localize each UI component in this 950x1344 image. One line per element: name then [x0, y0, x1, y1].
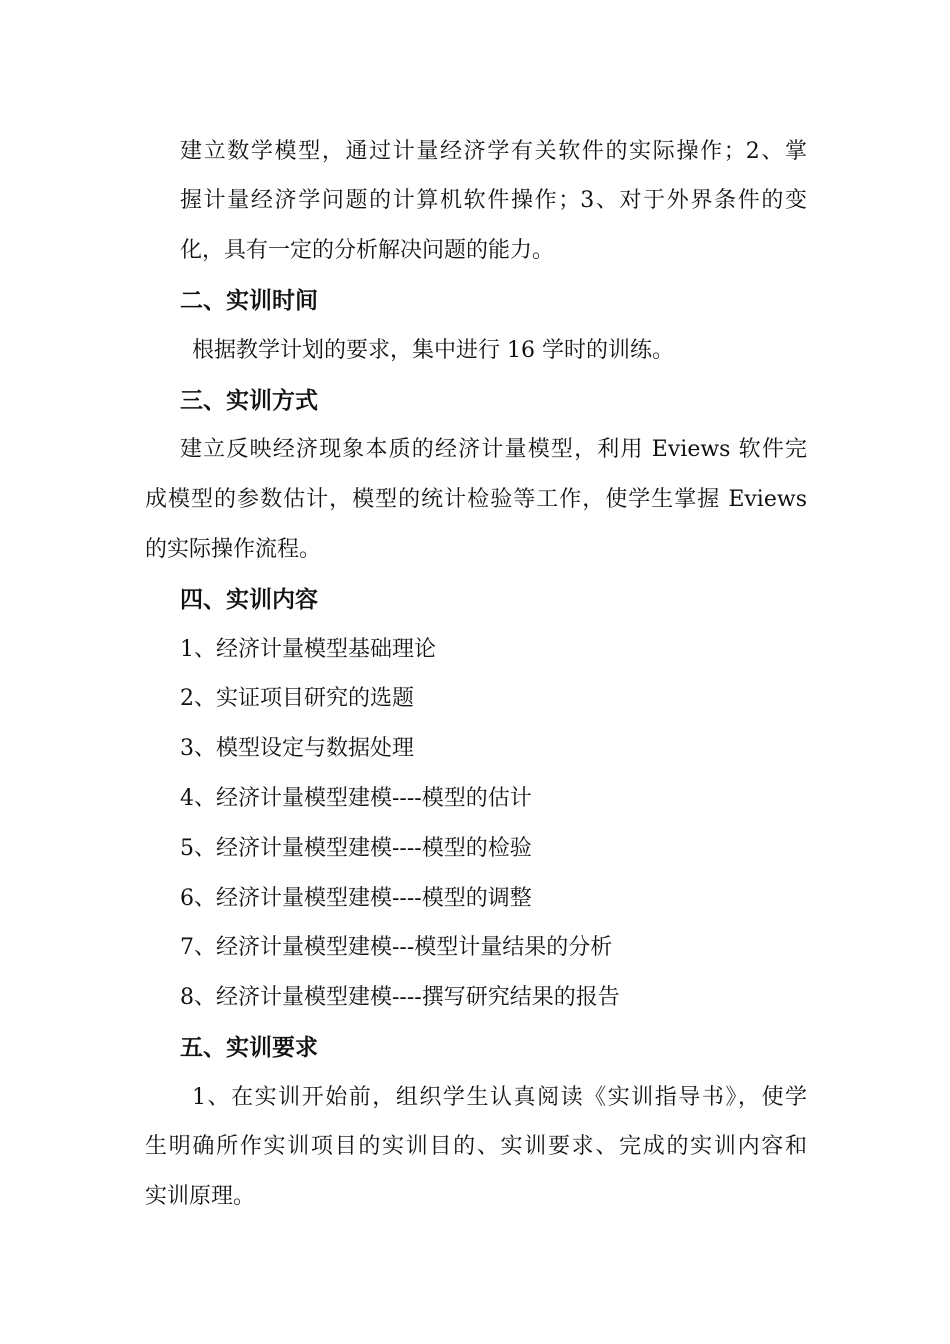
- intro-line-2: 握计量经济学问题的计算机软件操作；3、对于外界条件的变: [180, 188, 807, 213]
- content-item-5: 5、经济计量模型建模----模型的检验: [180, 836, 532, 861]
- section-time-text: 根据教学计划的要求，集中进行 16 学时的训练。: [192, 338, 674, 363]
- content-item-3: 3、模型设定与数据处理: [180, 736, 414, 761]
- section-heading-content: 四、实训内容: [180, 587, 318, 613]
- content-item-6: 6、经济计量模型建模----模型的调整: [180, 886, 532, 911]
- method-line-2: 成模型的参数估计，模型的统计检验等工作，使学生掌握 Eviews: [145, 487, 807, 512]
- intro-line-3: 化，具有一定的分析解决问题的能力。: [180, 238, 555, 263]
- requirements-line-3: 实训原理。: [145, 1184, 256, 1209]
- method-line-3: 的实际操作流程。: [145, 537, 322, 562]
- content-item-1: 1、经济计量模型基础理论: [180, 637, 436, 662]
- content-item-2: 2、实证项目研究的选题: [180, 686, 414, 711]
- section-heading-method: 三、实训方式: [180, 388, 318, 414]
- intro-line-1: 建立数学模型，通过计量经济学有关软件的实际操作；2、掌: [180, 139, 807, 164]
- section-heading-requirements: 五、实训要求: [180, 1035, 318, 1061]
- section-heading-time: 二、实训时间: [180, 288, 318, 314]
- content-item-4: 4、经济计量模型建模----模型的估计: [180, 786, 532, 811]
- requirements-line-2: 生明确所作实训项目的实训目的、实训要求、完成的实训内容和: [145, 1134, 807, 1159]
- content-item-7: 7、经济计量模型建模---模型计量结果的分析: [180, 935, 613, 960]
- method-line-1: 建立反映经济现象本质的经济计量模型，利用 Eviews 软件完: [180, 437, 807, 462]
- content-item-8: 8、经济计量模型建模----撰写研究结果的报告: [180, 985, 620, 1010]
- requirements-line-1: 1、在实训开始前，组织学生认真阅读《实训指导书》，使学: [192, 1085, 807, 1110]
